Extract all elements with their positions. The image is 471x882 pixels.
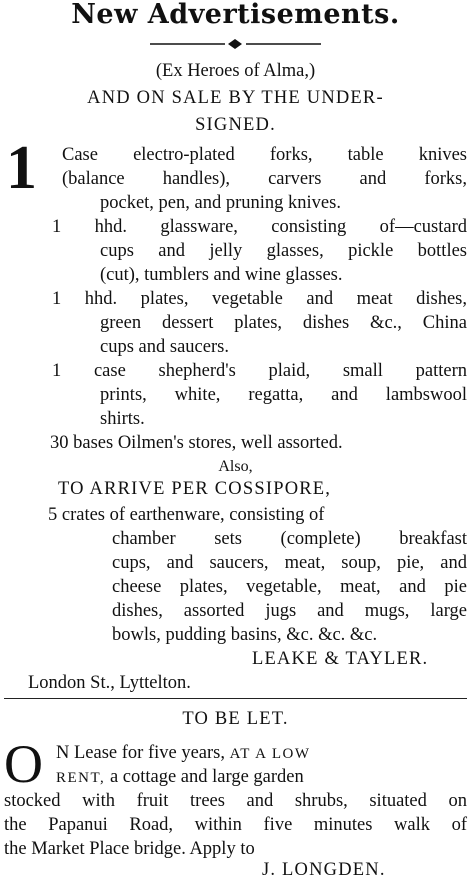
item4-line-3: shirts. <box>100 409 145 429</box>
item6-line-3: cups, and saucers, meat, soup, pie, and <box>112 553 467 573</box>
item6-line-6: bowls, pudding basins, &c. &c. &c. <box>112 625 378 645</box>
item6-line-5: dishes, assorted jugs and mugs, large <box>112 601 467 621</box>
ad2-line-2-smallcaps: RENT, <box>56 770 106 786</box>
masthead-title: New Advertisements. <box>71 0 400 30</box>
ad2-line-4: the Papanui Road, within five minutes walk of <box>4 815 467 835</box>
drop-cap-numeral: 1 <box>6 134 37 202</box>
item5-line: 30 bases Oilmen's stores, well assorted. <box>50 433 343 453</box>
ad2-line-1-text: N Lease for five years, <box>56 743 225 763</box>
item3-line-3: cups and saucers. <box>100 337 229 357</box>
item1-line-1: Case electro-plated forks, table knives <box>62 145 467 165</box>
ad1-signature: LEAKE & TAYLER. <box>252 649 429 669</box>
ship-name: (Ex Heroes of Alma,) <box>155 61 316 81</box>
section-divider <box>4 698 467 699</box>
item1-line-3: pocket, pen, and pruning knives. <box>100 193 341 213</box>
item6-line-2: chamber sets (complete) breakfast <box>112 529 467 549</box>
item4-line-1: 1 case shepherd's plaid, small pattern <box>52 361 467 381</box>
ad2-line-5: the Market Place bridge. Apply to <box>4 839 255 859</box>
item2-line-3: (cut), tumblers and wine glasses. <box>100 265 343 285</box>
ad1-address: London St., Lyttelton. <box>28 673 191 693</box>
item3-line-2: green dessert plates, dishes &c., China <box>100 313 467 333</box>
ad2-line-3: stocked with fruit trees and shrubs, situated on <box>4 791 467 811</box>
ad1-heading-line-2: SIGNED. <box>195 115 276 135</box>
item2-line-1: 1 hhd. glassware, consisting of—custard <box>52 217 467 237</box>
also-label: Also, <box>218 458 253 475</box>
item6-line-1: 5 crates of earthenware, consisting of <box>48 505 325 525</box>
ad2-line-2 <box>56 766 304 789</box>
drop-cap-letter: O <box>4 734 43 794</box>
item4-line-2: prints, white, regatta, and lambswool <box>100 385 467 405</box>
ad1-heading-line-1: AND ON SALE BY THE UNDER- <box>87 88 384 108</box>
item1-line-2: (balance handles), carvers and forks, <box>62 169 467 189</box>
item6-line-4: cheese plates, vegetable, meat, and pie <box>112 577 467 597</box>
ad2-signature: J. LONGDEN. <box>262 860 386 880</box>
ad2-line-1-smallcaps: AT A LOW <box>229 746 311 762</box>
ad2-line-1 <box>56 742 311 765</box>
ornament-divider-icon <box>150 38 321 50</box>
item2-line-2: cups and jelly glasses, pickle bottles <box>100 241 467 261</box>
ad2-heading: TO BE LET. <box>182 709 289 729</box>
item3-line-1: 1 hhd. plates, vegetable and meat dishes, <box>52 289 467 309</box>
arrive-heading: TO ARRIVE PER COSSIPORE, <box>58 479 332 499</box>
ad2-line-2-text: a cottage and large garden <box>109 767 304 787</box>
